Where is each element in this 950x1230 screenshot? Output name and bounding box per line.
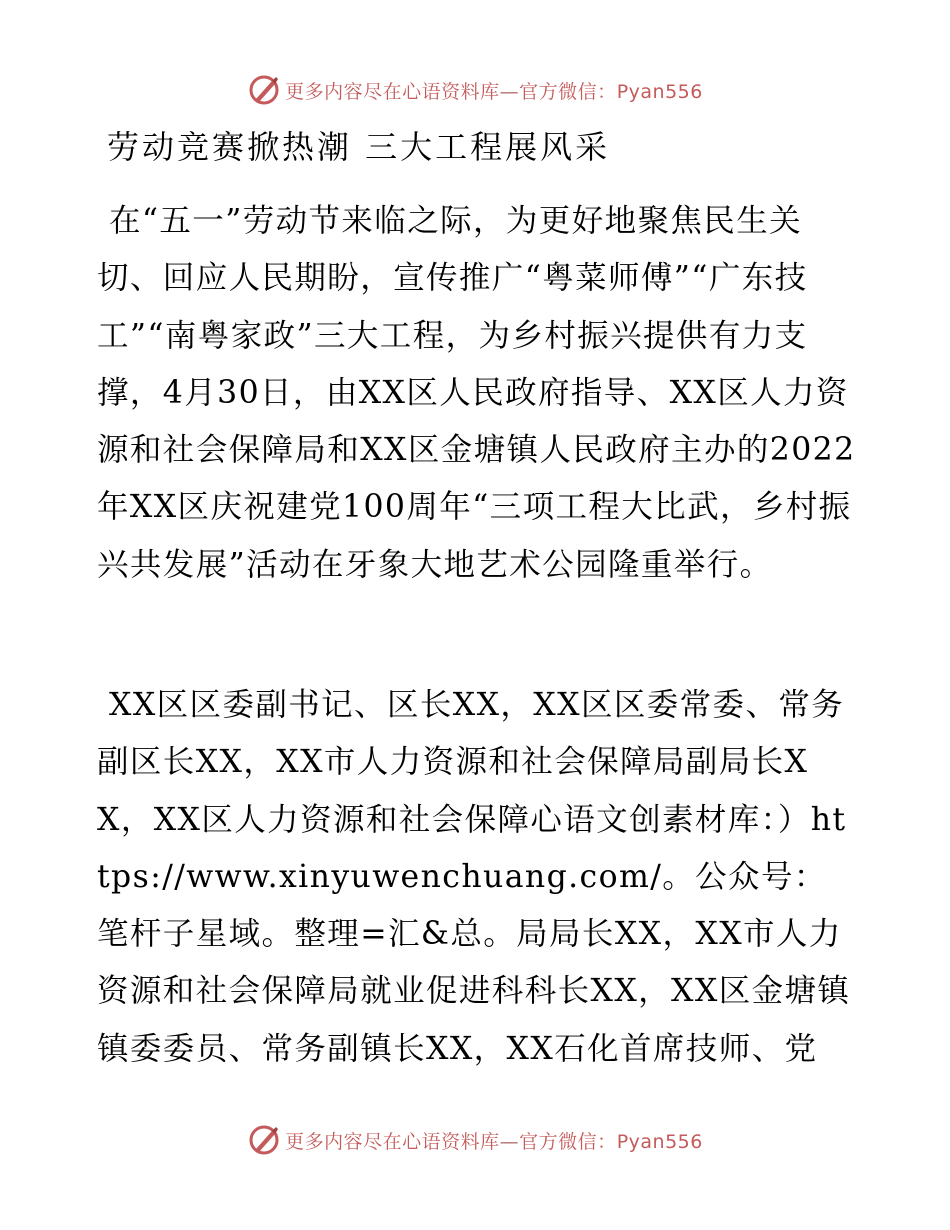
footer-banner-text bbox=[285, 1127, 703, 1154]
banner-separator: — bbox=[499, 80, 520, 103]
document-title: 劳动竞赛掀热潮 三大工程展风采 bbox=[107, 128, 611, 166]
pen-logo-icon bbox=[247, 1123, 281, 1157]
header-banner bbox=[0, 70, 950, 110]
paragraph-1: 在“五一”劳动节来临之际，为更好地聚焦民生关切、回应人民期盼，宣传推广“粤菜师傅”“广东技工”“南粤家政”三大工程，为乡村振兴提供有力支撑，4月30日，由XX区人民政府指导、XX区人力资源和社会保障局和XX区金塘镇人民政府主办的2022年XX区庆祝建党100周年“三项工程大比武，乡村振兴共发展”活动在牙象大地艺术公园隆重举行。 bbox=[97, 203, 856, 583]
header-banner-text bbox=[285, 77, 703, 104]
paragraph-2: XX区区委副书记、区长XX，XX区区委常委、常务副区长XX，XX市人力资源和社会保障局副局长XX，XX区人力资源和社会保障心语文创素材库：）https://www.xinyuwenchuang.com/。公众号：笔杆子星域。整理=汇&总。局局长XX，XX市人力资源和社会保障局就业促进科科长XX，XX区金塘镇镇委委员、常务副镇长XX，XX石化首席技师、党 bbox=[97, 687, 851, 1067]
footer-banner bbox=[0, 1120, 950, 1160]
banner-separator: — bbox=[499, 1130, 520, 1153]
banner-wechat-label: 官方微信： bbox=[519, 1130, 617, 1153]
banner-wechat-id: Pyan556 bbox=[616, 1130, 703, 1153]
banner-slogan: 更多内容尽在心语资料库 bbox=[285, 80, 500, 103]
pen-logo-icon bbox=[247, 73, 281, 107]
banner-wechat-label: 官方微信： bbox=[519, 80, 617, 103]
banner-wechat-id: Pyan556 bbox=[616, 80, 703, 103]
banner-slogan: 更多内容尽在心语资料库 bbox=[285, 1130, 500, 1153]
